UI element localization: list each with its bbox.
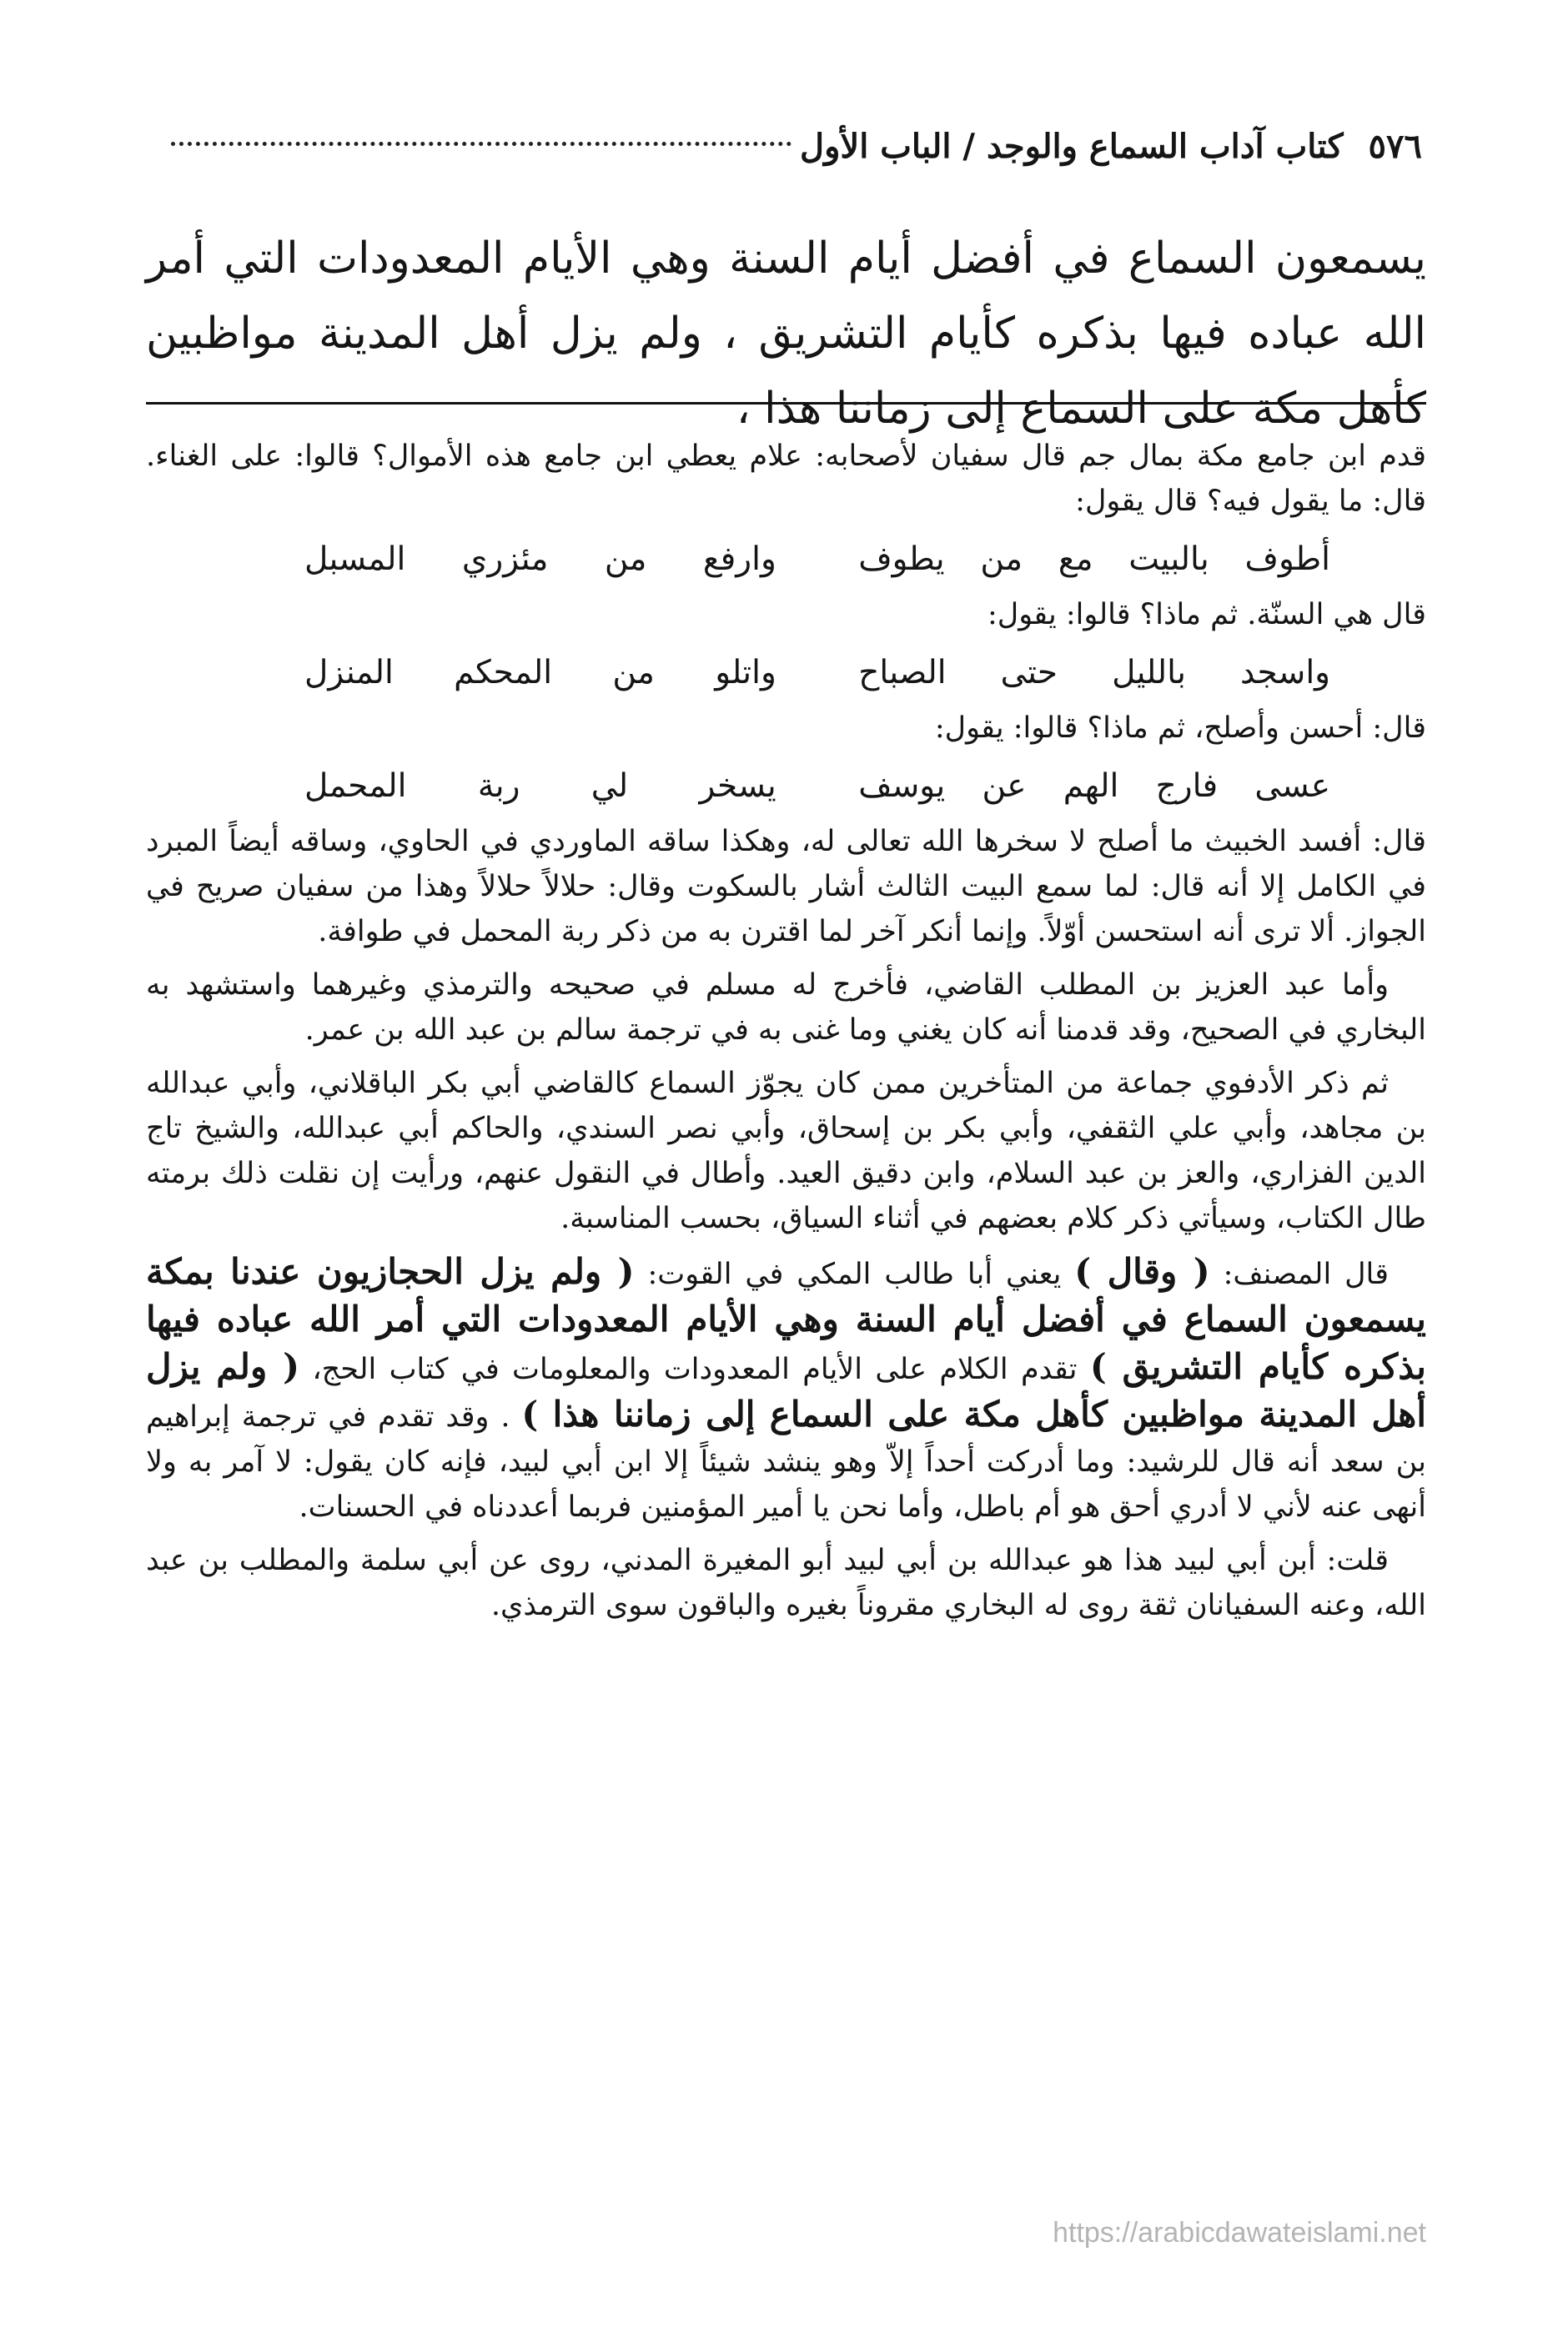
running-title: كتاب آداب السماع والوجد / الباب الأول <box>800 126 1344 166</box>
commentary-paragraph: قال: أفسد الخبيث ما أصلح لا سخرها الله تعالى له، وهكذا ساقه الماوردي في الحاوي، وساقه أيضاً المبرد في الكامل إلا أنه قال: لما سمع البيت الثالث أشار بالسكوت وقال: حلالاً حلالاً وهذا من سفيان صريح في الجواز. ألا ترى أنه استحسن أوّلاً. وإنما أنكر آخر لما اقترن به من ذكر ربة المحمل في طوافة. <box>146 825 1426 948</box>
verse-hemistich-left: يسخر لي ربة المحمل <box>304 767 776 805</box>
leader-dots <box>171 138 792 146</box>
separator-line <box>146 402 1426 405</box>
commentary-paragraph <box>146 1249 1426 1530</box>
verse-line <box>146 759 1426 814</box>
text-run: تقدم الكلام على الأيام المعدودات والمعلومات في كتاب الحج، <box>312 1353 1078 1386</box>
commentary-paragraph: ثم ذكر الأدفوي جماعة من المتأخرين ممن كان يجوّز السماع كالقاضي أبي بكر الباقلاني، وأبي عبدالله بن مجاهد، وأبي علي الثقفي، وأبي بكر بن إسحاق، وأبي نصر السندي، والحاكم أبي عبدالله، والشيخ تاج الدين الفزاري، والعز بن عبد السلام، وابن دقيق العيد. وأطال في النقول عنهم، ورأيت إن نقلت ذلك برمته طال الكتاب، وسيأتي ذكر كلام بعضهم في أثناء السياق، بحسب المناسبة. <box>146 1067 1426 1235</box>
page-number: ٥٧٦ <box>1368 126 1422 166</box>
page-header <box>146 113 1422 179</box>
quoted-text: ( وقال ) <box>1074 1251 1210 1292</box>
text-run: . وقد تقدم في ترجمة إبراهيم بن سعد أنه قال للرشيد: وما أدركت أحداً إلاّ وهو ينشد شيئاً إلا ابن أبي لبيد، فإنه كان يقول: لا آمر به ولا أنهى عنه لأني لا أدري أحق هو أم باطل، وأما نحن يا أمير المؤمنين فربما أعددناه في الحسنات. <box>146 1400 1426 1524</box>
verse-hemistich-left: وارفع من مئزري المسبل <box>304 540 776 578</box>
quoted-text: ( ولم يزل الحجازيون عندنا بمكة يسمعون السماع في أفضل أيام السنة وهي الأيام المعدودات التي أمر الله عباده فيها بذكره كأيام التشريق ) <box>146 1251 1426 1387</box>
quoted-text: ( ولم يزل أهل المدينة مواظبين كأهل مكة على السماع إلى زماننا هذا ) <box>146 1346 1426 1435</box>
watermark: https://arabicdawateislami.net <box>1053 2217 1426 2249</box>
commentary-paragraph: قدم ابن جامع مكة بمال جم قال سفيان لأصحابه: علام يعطي ابن جامع هذه الأموال؟ قالوا: على الغناء. قال: ما يقول فيه؟ قال يقول: <box>146 440 1426 518</box>
commentary-paragraph: قال: أحسن وأصلح، ثم ماذا؟ قالوا: يقول: <box>934 711 1426 745</box>
commentary-paragraph: وأما عبد العزيز بن المطلب القاضي، فأخرج له مسلم في صحيحه والترمذي وغيرهما واستشهد به البخاري في الصحيح، وقد قدمنا أنه كان يغني وما غنى به في ترجمة سالم بن عبد الله بن عمر. <box>146 968 1426 1047</box>
main-text: يسمعون السماع في أفضل أيام السنة وهي الأيام المعدودات التي أمر الله عباده فيها بذكره كأيام التشريق ، ولم يزل أهل المدينة مواظبين كأهل مكة على السماع إلى زماننا هذا ، <box>146 234 1426 434</box>
commentary-paragraph: قلت: أبن أبي لبيد هذا هو عبدالله بن أبي لبيد أبو المغيرة المدني، روى عن أبي سلمة والمطلب بن عبد الله، وعنه السفيانان ثقة روى له البخاري مقروناً بغيره والباقون سوى الترمذي. <box>146 1544 1426 1622</box>
commentary <box>146 434 1426 1636</box>
verse-line <box>146 532 1426 587</box>
verse-hemistich-right: واسجد بالليل حتى الصباح <box>858 654 1330 691</box>
verse-hemistich-right: عسى فارج الهم عن يوسف <box>858 767 1330 805</box>
verse-hemistich-left: واتلو من المحكم المنزل <box>304 654 776 691</box>
text-run: يعني أبا طالب المكي في القوت: <box>647 1258 1062 1291</box>
verse-line <box>146 646 1426 701</box>
verse-hemistich-right: أطوف بالبيت مع من يطوف <box>858 540 1330 578</box>
commentary-paragraph: قال هي السنّة. ثم ماذا؟ قالوا: يقول: <box>987 598 1426 631</box>
text-run: قال المصنف: <box>1223 1258 1389 1291</box>
